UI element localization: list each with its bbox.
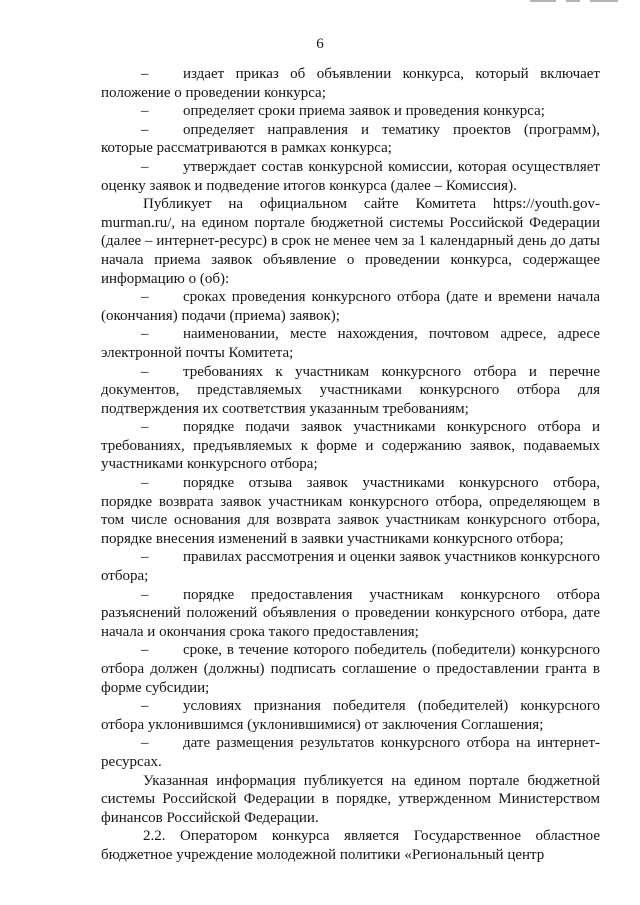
dash-marker: – [141,121,149,138]
dash-marker: – [141,698,149,715]
list-item-text: требованиях к участникам конкурсного отбора и перечне документов, представляемых участниками конкурсного отбора для подтверждения их соответствия указанным требованиям; [101,363,600,417]
dash-marker: – [141,419,149,436]
publish-paragraph: Публикует на официальном сайте Комитета https://youth.gov-murman.ru/, на едином портале бюджетной системы Российской Федерации (далее – интернет-ресурс) в срок не менее чем за 1 календарный день до даты начала приема заявок объявление о проведении конкурса, содержащее информацию о (об): [101,196,600,287]
dash-marker: – [141,735,149,752]
list-item [101,102,600,121]
dash-marker: – [141,363,149,380]
scan-artifact-marks [530,0,618,4]
dash-marker: – [141,475,149,492]
list-item-text: определяет сроки приема заявок и проведения конкурса; [183,103,545,120]
list-item [101,363,600,419]
list-item-text: порядке предоставления участникам конкурсного отбора разъяснений положений объявления о проведении конкурсного отбора, дате начала и окончания срока такого предоставления; [101,586,600,640]
list-item-text: сроке, в течение которого победитель (победители) конкурсного отбора должен (должны) подписать соглашение о предоставлении гранта в форме субсидии; [101,642,600,696]
list-item [101,697,600,734]
dash-marker: – [141,158,149,175]
dash-marker: – [141,326,149,343]
operator-paragraph: 2.2. Оператором конкурса является Государственное областное бюджетное учреждение молодежной политики «Региональный центр [101,828,600,863]
list-item [101,158,600,195]
dash-marker: – [141,642,149,659]
document-body [101,65,600,865]
dash-marker: – [141,66,149,82]
list-item-text: наименовании, месте нахождения, почтовом адресе, адресе электронной почты Комитета; [101,326,600,361]
dash-marker: – [141,103,149,120]
dash-marker: – [141,289,149,306]
list-item [101,65,600,102]
list-item [101,474,600,548]
list-item [101,325,600,362]
list-item [101,734,600,771]
list-item-text: дате размещения результатов конкурсного отбора на интернет-ресурсах. [101,735,600,770]
list-item-text: сроках проведения конкурсного отбора (дате и времени начала (окончания) подачи (приема) заявок); [101,289,600,324]
list-item-text: условиях признания победителя (победителей) конкурсного отбора уклонившимся (уклонившимися) от заключения Соглашения; [101,698,600,733]
list-item-text: порядке подачи заявок участниками конкурсного отбора и требованиях, предъявляемых к форме и содержанию заявок, подаваемых участниками конкурсного отбора; [101,419,600,473]
list-item-text: определяет направления и тематику проектов (программ), которые рассматриваются в рамках конкурса; [101,121,600,157]
list-item [101,121,600,158]
dash-marker: – [141,549,149,566]
info-paragraph: Указанная информация публикуется на едином портале бюджетной системы Российской Федерации в порядке, утвержденном Министерством финансов Российской Федерации. [101,772,600,826]
list-item-text: издает приказ об объявлении конкурса, который включает положение о проведении конкурса; [101,66,600,101]
list-item [101,418,600,474]
list-item-text: правилах рассмотрения и оценки заявок участников конкурсного отбора; [101,549,600,585]
page-number: 6 [316,36,324,52]
list-item-text: утверждает состав конкурсной комиссии, которая осуществляет оценку заявок и подведение итогов конкурса (далее – Комиссия). [101,158,600,194]
list-item-text: порядке отзыва заявок участниками конкурсного отбора, порядке возврата заявок участникам конкурсного отбора, определяющем в том числе основания для возврата заявок участникам конкурсного отбора, порядке внесения изменений в заявки участниками конкурсного отбора; [101,475,600,547]
list-item [101,288,600,325]
list-item [101,641,600,697]
dash-marker: – [141,586,149,603]
list-item [101,548,600,585]
list-item [101,586,600,642]
